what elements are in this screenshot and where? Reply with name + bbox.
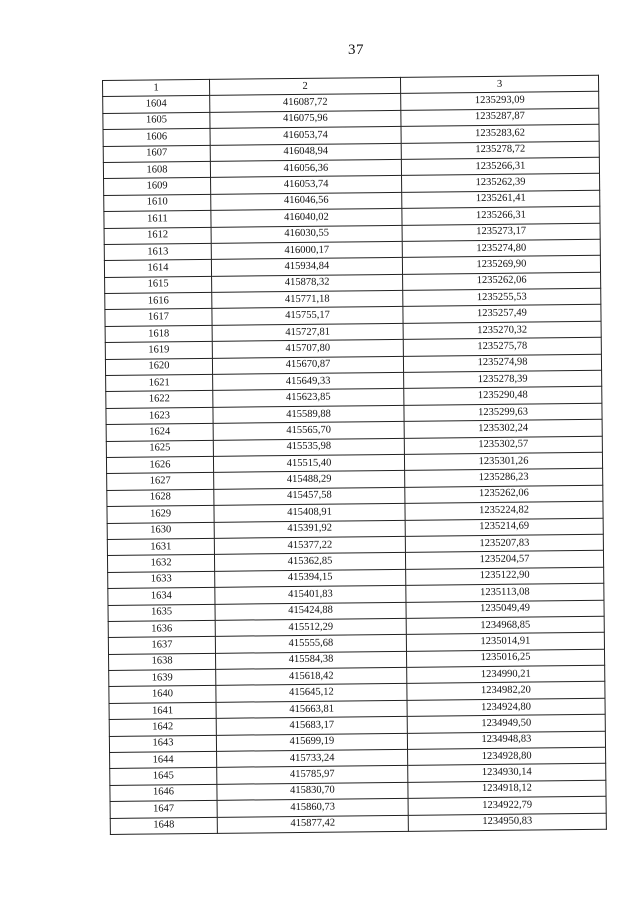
- y-coordinate-cell: 1235290,48: [404, 387, 602, 405]
- x-coordinate-cell: 415663,81: [216, 700, 407, 718]
- x-coordinate-cell: 415830,70: [217, 782, 408, 800]
- point-number-cell: 1610: [104, 194, 211, 212]
- y-coordinate-cell: 1235204,57: [405, 551, 603, 569]
- x-coordinate-cell: 415565,70: [213, 422, 404, 440]
- x-coordinate-cell: 415515,40: [213, 454, 404, 472]
- y-coordinate-cell: 1235262,06: [405, 485, 603, 503]
- y-coordinate-cell: 1235301,26: [404, 452, 602, 470]
- table-body: [103, 92, 607, 835]
- x-coordinate-cell: 416046,56: [211, 192, 402, 210]
- y-coordinate-cell: 1235016,25: [406, 649, 604, 667]
- point-number-cell: 1634: [108, 587, 215, 605]
- point-number-cell: 1638: [109, 653, 216, 671]
- y-coordinate-cell: 1234990,21: [407, 665, 605, 683]
- point-number-cell: 1604: [103, 96, 210, 114]
- x-coordinate-cell: 416000,17: [211, 241, 402, 259]
- y-coordinate-cell: 1235255,53: [403, 288, 601, 306]
- x-coordinate-cell: 415584,38: [216, 651, 407, 669]
- point-number-cell: 1609: [104, 178, 211, 196]
- x-coordinate-cell: 415934,84: [211, 258, 402, 276]
- y-coordinate-cell: 1235286,23: [405, 469, 603, 487]
- point-number-cell: 1625: [106, 440, 213, 458]
- x-coordinate-cell: 415457,58: [214, 487, 405, 505]
- y-coordinate-cell: 1235261,41: [402, 190, 600, 208]
- point-number-cell: 1620: [105, 358, 212, 376]
- y-coordinate-cell: 1235275,78: [403, 338, 601, 356]
- point-number-cell: 1637: [108, 637, 215, 655]
- x-coordinate-cell: 415649,33: [213, 372, 404, 390]
- y-coordinate-cell: 1235278,72: [401, 141, 599, 159]
- y-coordinate-cell: 1235278,39: [404, 370, 602, 388]
- x-coordinate-cell: 415535,98: [213, 438, 404, 456]
- y-coordinate-cell: 1234918,12: [408, 780, 606, 798]
- point-number-cell: 1624: [106, 424, 213, 442]
- x-coordinate-cell: 415733,24: [217, 749, 408, 767]
- point-number-cell: 1606: [103, 129, 210, 147]
- x-coordinate-cell: 415727,81: [212, 323, 403, 341]
- point-number-cell: 1613: [104, 243, 211, 261]
- x-coordinate-cell: 415645,12: [216, 684, 407, 702]
- point-number-cell: 1626: [106, 456, 213, 474]
- point-number-cell: 1619: [105, 342, 212, 360]
- x-coordinate-cell: 415394,15: [215, 569, 406, 587]
- x-coordinate-cell: 415755,17: [212, 307, 403, 325]
- y-coordinate-cell: 1235274,80: [402, 239, 600, 257]
- y-coordinate-cell: 1234968,85: [406, 616, 604, 634]
- y-coordinate-cell: 1234948,83: [407, 731, 605, 749]
- x-coordinate-cell: 415377,22: [214, 536, 405, 554]
- y-coordinate-cell: 1235224,82: [405, 501, 603, 519]
- y-coordinate-cell: 1235014,91: [406, 633, 604, 651]
- y-coordinate-cell: 1235299,63: [404, 403, 602, 421]
- point-number-cell: 1647: [110, 801, 217, 819]
- y-coordinate-cell: 1234922,79: [408, 796, 606, 814]
- x-coordinate-cell: 415512,29: [215, 618, 406, 636]
- x-coordinate-cell: 415589,88: [213, 405, 404, 423]
- x-coordinate-cell: 415401,83: [215, 585, 406, 603]
- x-coordinate-cell: 415771,18: [212, 290, 403, 308]
- x-coordinate-cell: 415699,19: [216, 733, 407, 751]
- y-coordinate-cell: 1235274,98: [403, 354, 601, 372]
- y-coordinate-cell: 1234949,50: [407, 715, 605, 733]
- x-coordinate-cell: 416087,72: [210, 94, 401, 112]
- y-coordinate-cell: 1235262,39: [402, 174, 600, 192]
- point-number-cell: 1607: [103, 145, 210, 163]
- x-coordinate-cell: 416075,96: [210, 110, 401, 128]
- x-coordinate-cell: 416056,36: [210, 159, 401, 177]
- point-number-cell: 1627: [107, 473, 214, 491]
- x-coordinate-cell: 415670,87: [212, 356, 403, 374]
- x-coordinate-cell: 415878,32: [212, 274, 403, 292]
- column-header-1: 1: [103, 79, 210, 97]
- y-coordinate-cell: 1235302,24: [404, 419, 602, 437]
- point-number-cell: 1646: [110, 784, 217, 802]
- point-number-cell: 1631: [107, 538, 214, 556]
- y-coordinate-cell: 1234930,14: [408, 764, 606, 782]
- y-coordinate-cell: 1235293,09: [401, 92, 599, 110]
- point-number-cell: 1618: [105, 325, 212, 343]
- point-number-cell: 1648: [110, 817, 217, 835]
- point-number-cell: 1617: [105, 309, 212, 327]
- y-coordinate-cell: 1235273,17: [402, 223, 600, 241]
- point-number-cell: 1645: [110, 768, 217, 786]
- point-number-cell: 1640: [109, 686, 216, 704]
- point-number-cell: 1616: [105, 292, 212, 310]
- point-number-cell: 1642: [109, 719, 216, 737]
- point-number-cell: 1644: [110, 751, 217, 769]
- y-coordinate-cell: 1235270,32: [403, 321, 601, 339]
- y-coordinate-cell: 1234928,80: [408, 747, 606, 765]
- point-number-cell: 1614: [104, 260, 211, 278]
- y-coordinate-cell: 1234950,83: [408, 813, 606, 831]
- y-coordinate-cell: 1235266,31: [401, 157, 599, 175]
- point-number-cell: 1623: [106, 407, 213, 425]
- point-number-cell: 1629: [107, 506, 214, 524]
- y-coordinate-cell: 1235302,57: [404, 436, 602, 454]
- point-number-cell: 1635: [108, 604, 215, 622]
- point-number-cell: 1632: [107, 555, 214, 573]
- y-coordinate-cell: 1235207,83: [405, 534, 603, 552]
- x-coordinate-cell: 415555,68: [215, 635, 406, 653]
- column-header-2: 2: [209, 77, 400, 95]
- y-coordinate-cell: 1235257,49: [403, 305, 601, 323]
- y-coordinate-cell: 1235283,62: [401, 124, 599, 142]
- x-coordinate-cell: 415618,42: [216, 667, 407, 685]
- x-coordinate-cell: 415623,85: [213, 389, 404, 407]
- point-number-cell: 1633: [108, 571, 215, 589]
- x-coordinate-cell: 416040,02: [211, 208, 402, 226]
- y-coordinate-cell: 1235113,08: [406, 583, 604, 601]
- point-number-cell: 1621: [106, 374, 213, 392]
- point-number-cell: 1628: [107, 489, 214, 507]
- x-coordinate-cell: 416048,94: [210, 143, 401, 161]
- point-number-cell: 1608: [103, 161, 210, 179]
- y-coordinate-cell: 1235269,90: [402, 256, 600, 274]
- point-number-cell: 1605: [103, 112, 210, 130]
- x-coordinate-cell: 416053,74: [211, 176, 402, 194]
- x-coordinate-cell: 415877,42: [217, 815, 408, 833]
- y-coordinate-cell: 1235287,87: [401, 108, 599, 126]
- y-coordinate-cell: 1234924,80: [407, 698, 605, 716]
- x-coordinate-cell: 415707,80: [212, 340, 403, 358]
- y-coordinate-cell: 1235262,06: [403, 272, 601, 290]
- coordinates-table: [102, 75, 607, 835]
- point-number-cell: 1615: [105, 276, 212, 294]
- y-coordinate-cell: 1235049,49: [406, 600, 604, 618]
- x-coordinate-cell: 416053,74: [210, 127, 401, 145]
- x-coordinate-cell: 415488,29: [214, 471, 405, 489]
- x-coordinate-cell: 415785,97: [217, 766, 408, 784]
- y-coordinate-cell: 1234982,20: [407, 682, 605, 700]
- point-number-cell: 1630: [107, 522, 214, 540]
- y-coordinate-cell: 1235214,69: [405, 518, 603, 536]
- point-number-cell: 1639: [109, 669, 216, 687]
- point-number-cell: 1612: [104, 227, 211, 245]
- x-coordinate-cell: 416030,55: [211, 225, 402, 243]
- y-coordinate-cell: 1235122,90: [406, 567, 604, 585]
- point-number-cell: 1622: [106, 391, 213, 409]
- x-coordinate-cell: 415362,85: [214, 553, 405, 571]
- x-coordinate-cell: 415860,73: [217, 799, 408, 817]
- x-coordinate-cell: 415408,91: [214, 504, 405, 522]
- x-coordinate-cell: 415683,17: [216, 717, 407, 735]
- column-header-3: 3: [400, 75, 598, 93]
- point-number-cell: 1636: [108, 620, 215, 638]
- x-coordinate-cell: 415424,88: [215, 602, 406, 620]
- y-coordinate-cell: 1235266,31: [402, 206, 600, 224]
- point-number-cell: 1643: [109, 735, 216, 753]
- point-number-cell: 1611: [104, 210, 211, 228]
- point-number-cell: 1641: [109, 702, 216, 720]
- x-coordinate-cell: 415391,92: [214, 520, 405, 538]
- page-number: 37: [348, 42, 364, 58]
